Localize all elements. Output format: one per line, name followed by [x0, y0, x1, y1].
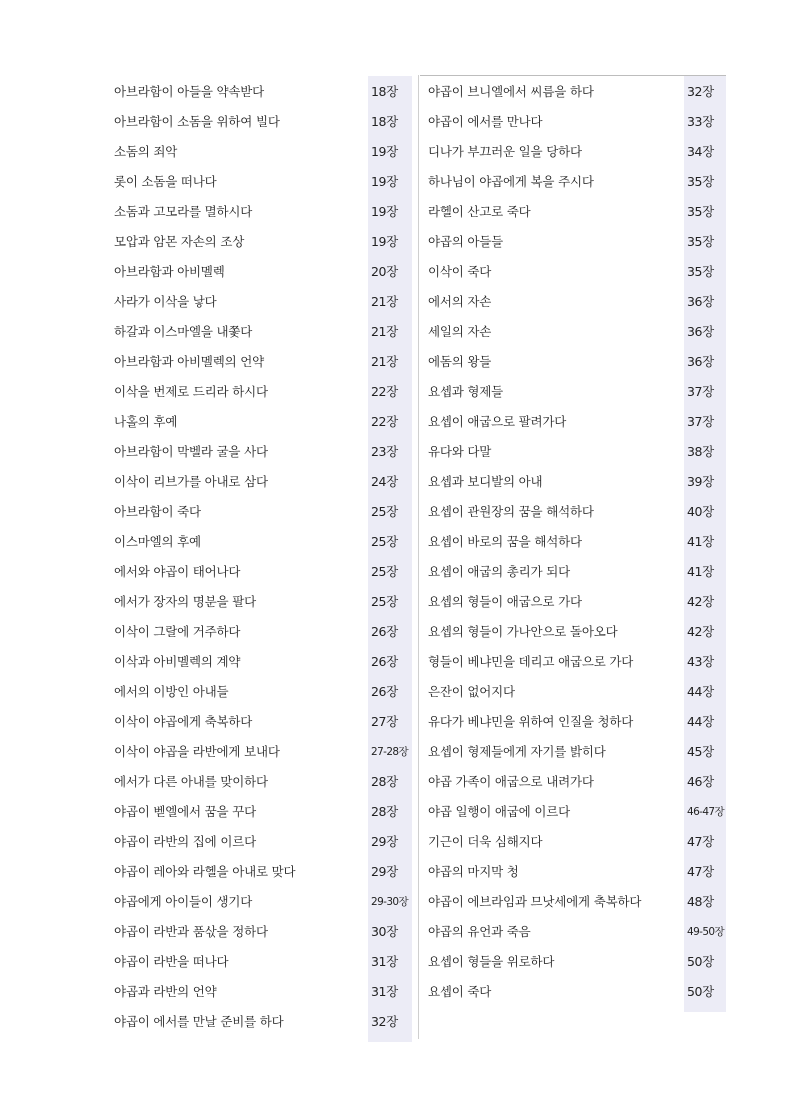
left-toc-row — [114, 316, 412, 346]
right-toc-row — [428, 286, 726, 316]
right-toc-row — [428, 256, 726, 286]
toc-entry-chapter: 20장 — [371, 264, 398, 279]
right-toc-row — [428, 826, 726, 856]
toc-entry-title: 요셉의 형들이 가나안으로 돌아오다 — [428, 624, 618, 639]
toc-entry-chapter: 47장 — [687, 864, 714, 879]
toc-entry-title: 요셉과 형제들 — [428, 384, 504, 399]
toc-entry-chapter: 50장 — [687, 954, 714, 969]
left-toc-row — [114, 286, 412, 316]
toc-entry-chapter: 37장 — [687, 384, 714, 399]
left-toc-row — [114, 736, 412, 766]
right-toc-row — [428, 76, 726, 106]
toc-entry-chapter: 30장 — [371, 924, 398, 939]
toc-entry-title: 이삭을 번제로 드리라 하시다 — [114, 384, 268, 399]
toc-entry-chapter: 42장 — [687, 624, 714, 639]
toc-entry-chapter: 35장 — [687, 174, 714, 189]
toc-entry-title: 에서가 다른 아내를 맞이하다 — [114, 774, 268, 789]
right-toc-row — [428, 946, 726, 976]
toc-entry-title: 아브라함이 아들을 약속받다 — [114, 84, 265, 99]
left-toc-row — [114, 166, 412, 196]
right-toc-row — [428, 226, 726, 256]
toc-entry-title: 사라가 이삭을 낳다 — [114, 294, 217, 309]
toc-entry-chapter: 26장 — [371, 624, 398, 639]
toc-entry-title: 야곱이 라반과 품삯을 정하다 — [114, 924, 268, 939]
left-toc-row — [114, 106, 412, 136]
left-toc-row — [114, 406, 412, 436]
toc-entry-title: 야곱의 유언과 죽음 — [428, 924, 531, 939]
toc-entry-chapter: 18장 — [371, 114, 398, 129]
toc-entry-title: 이삭이 야곱을 라반에게 보내다 — [114, 744, 280, 759]
toc-entry-chapter: 19장 — [371, 144, 398, 159]
toc-entry-title: 요셉이 애굽으로 팔려가다 — [428, 414, 567, 429]
toc-entry-title: 야곱에게 아이들이 생기다 — [114, 894, 253, 909]
right-toc-row — [428, 406, 726, 436]
toc-entry-title: 세일의 자손 — [428, 324, 492, 339]
toc-entry-chapter: 47장 — [687, 834, 714, 849]
left-toc-row — [114, 796, 412, 826]
right-toc-row — [428, 706, 726, 736]
toc-entry-chapter: 25장 — [371, 564, 398, 579]
toc-entry-chapter: 34장 — [687, 144, 714, 159]
toc-entry-title: 요셉이 죽다 — [428, 984, 492, 999]
toc-entry-chapter: 35장 — [687, 234, 714, 249]
toc-entry-title: 야곱이 벧엘에서 꿈을 꾸다 — [114, 804, 256, 819]
left-toc-row — [114, 856, 412, 886]
right-toc-row — [428, 106, 726, 136]
toc-entry-chapter: 50장 — [687, 984, 714, 999]
left-toc-row — [114, 976, 412, 1006]
toc-entry-chapter: 36장 — [687, 354, 714, 369]
right-toc-row — [428, 166, 726, 196]
toc-entry-title: 야곱 가족이 애굽으로 내려가다 — [428, 774, 594, 789]
toc-entry-title: 이삭이 그랄에 거주하다 — [114, 624, 241, 639]
left-toc-row — [114, 76, 412, 106]
toc-entry-title: 아브라함과 아비멜렉의 언약 — [114, 354, 265, 369]
left-toc-row — [114, 136, 412, 166]
toc-entry-chapter: 44장 — [687, 684, 714, 699]
right-toc-row — [428, 976, 726, 1006]
toc-entry-title: 요셉이 바로의 꿈을 해석하다 — [428, 534, 582, 549]
toc-entry-title: 요셉이 관원장의 꿈을 해석하다 — [428, 504, 594, 519]
toc-entry-title: 이삭이 리브가를 아내로 삼다 — [114, 474, 268, 489]
toc-entry-chapter: 21장 — [371, 324, 398, 339]
left-toc-row — [114, 436, 412, 466]
right-toc-row — [428, 616, 726, 646]
toc-entry-title: 나홀의 후예 — [114, 414, 178, 429]
toc-entry-title: 이스마엘의 후예 — [114, 534, 201, 549]
right-toc-row — [428, 586, 726, 616]
toc-entry-title: 소돔과 고모라를 멸하시다 — [114, 204, 253, 219]
toc-entry-title: 요셉의 형들이 애굽으로 가다 — [428, 594, 582, 609]
toc-entry-chapter: 35장 — [687, 204, 714, 219]
right-toc-row — [428, 556, 726, 586]
toc-entry-chapter: 39장 — [687, 474, 714, 489]
toc-entry-title: 아브라함과 아비멜렉 — [114, 264, 225, 279]
toc-entry-title: 야곱이 라반의 집에 이르다 — [114, 834, 256, 849]
toc-entry-chapter: 43장 — [687, 654, 714, 669]
toc-entry-title: 야곱이 에브라임과 므낫세에게 축복하다 — [428, 894, 642, 909]
toc-entry-title: 야곱이 라반을 떠나다 — [114, 954, 229, 969]
toc-entry-chapter: 46장 — [687, 774, 714, 789]
toc-entry-title: 아브라함이 죽다 — [114, 504, 201, 519]
toc-entry-title: 에서의 이방인 아내들 — [114, 684, 229, 699]
toc-entry-chapter: 36장 — [687, 324, 714, 339]
left-toc-row — [114, 646, 412, 676]
toc-entry-title: 요셉이 형들을 위로하다 — [428, 954, 555, 969]
toc-entry-title: 이삭과 아비멜렉의 계약 — [114, 654, 241, 669]
toc-entry-chapter: 44장 — [687, 714, 714, 729]
left-toc-row — [114, 256, 412, 286]
left-toc-row — [114, 556, 412, 586]
toc-entry-chapter: 36장 — [687, 294, 714, 309]
right-toc-row — [428, 136, 726, 166]
toc-entry-chapter: 26장 — [371, 684, 398, 699]
left-toc-row — [114, 766, 412, 796]
toc-entry-chapter: 24장 — [371, 474, 398, 489]
toc-entry-title: 야곱과 라반의 언약 — [114, 984, 217, 999]
right-toc-row — [428, 346, 726, 376]
right-toc-row — [428, 856, 726, 886]
left-toc-row — [114, 346, 412, 376]
left-column — [114, 76, 412, 1036]
toc-entry-chapter: 37장 — [687, 414, 714, 429]
toc-entry-chapter: 31장 — [371, 984, 398, 999]
toc-entry-title: 은잔이 없어지다 — [428, 684, 515, 699]
toc-entry-chapter: 45장 — [687, 744, 714, 759]
toc-entry-title: 유다가 베냐민을 위하여 인질을 청하다 — [428, 714, 634, 729]
toc-entry-title: 야곱 일행이 애굽에 이르다 — [428, 804, 570, 819]
right-toc-row — [428, 466, 726, 496]
left-toc-row — [114, 886, 412, 916]
left-toc-row — [114, 946, 412, 976]
toc-entry-chapter: 28장 — [371, 804, 398, 819]
toc-entry-chapter: 28장 — [371, 774, 398, 789]
toc-entry-chapter: 27장 — [371, 714, 398, 729]
toc-entry-chapter: 23장 — [371, 444, 398, 459]
right-toc-row — [428, 526, 726, 556]
toc-entry-title: 형들이 베냐민을 데리고 애굽으로 가다 — [428, 654, 634, 669]
toc-entry-title: 에서와 야곱이 태어나다 — [114, 564, 241, 579]
toc-entry-title: 요셉이 애굽의 총리가 되다 — [428, 564, 570, 579]
left-toc-row — [114, 676, 412, 706]
toc-entry-title: 야곱의 마지막 청 — [428, 864, 519, 879]
toc-entry-chapter: 22장 — [371, 414, 398, 429]
toc-entry-chapter: 29-30장 — [371, 895, 409, 908]
right-toc-row — [428, 916, 726, 946]
left-toc-row — [114, 1006, 412, 1036]
toc-entry-title: 요셉이 형제들에게 자기를 밝히다 — [428, 744, 606, 759]
toc-entry-chapter: 46-47장 — [687, 805, 725, 818]
toc-entry-title: 기근이 더욱 심해지다 — [428, 834, 543, 849]
toc-entry-chapter: 26장 — [371, 654, 398, 669]
left-toc-row — [114, 466, 412, 496]
right-toc-row — [428, 886, 726, 916]
toc-entry-chapter: 48장 — [687, 894, 714, 909]
left-toc-row — [114, 496, 412, 526]
toc-entry-title: 롯이 소돔을 떠나다 — [114, 174, 217, 189]
toc-entry-chapter: 29장 — [371, 834, 398, 849]
left-toc-row — [114, 226, 412, 256]
toc-entry-title: 디나가 부끄러운 일을 당하다 — [428, 144, 582, 159]
left-toc-row — [114, 196, 412, 226]
left-toc-row — [114, 376, 412, 406]
right-toc-row — [428, 436, 726, 466]
toc-entry-chapter: 25장 — [371, 594, 398, 609]
right-toc-row — [428, 496, 726, 526]
toc-entry-title: 에서가 장자의 명분을 팔다 — [114, 594, 256, 609]
toc-entry-chapter: 27-28장 — [371, 745, 409, 758]
toc-entry-chapter: 22장 — [371, 384, 398, 399]
toc-entry-chapter: 32장 — [371, 1014, 398, 1029]
toc-entry-chapter: 33장 — [687, 114, 714, 129]
toc-entry-chapter: 49-50장 — [687, 925, 725, 938]
toc-entry-chapter: 19장 — [371, 234, 398, 249]
toc-entry-title: 에돔의 왕들 — [428, 354, 492, 369]
left-toc-row — [114, 616, 412, 646]
toc-entry-title: 에서의 자손 — [428, 294, 492, 309]
toc-entry-title: 야곱이 브니엘에서 씨름을 하다 — [428, 84, 594, 99]
toc-entry-chapter: 29장 — [371, 864, 398, 879]
toc-entry-chapter: 18장 — [371, 84, 398, 99]
right-toc-row — [428, 676, 726, 706]
toc-entry-chapter: 35장 — [687, 264, 714, 279]
toc-entry-chapter: 40장 — [687, 504, 714, 519]
toc-entry-chapter: 25장 — [371, 534, 398, 549]
column-divider — [418, 75, 419, 1039]
toc-entry-chapter: 41장 — [687, 564, 714, 579]
toc-entry-title: 이삭이 야곱에게 축복하다 — [114, 714, 253, 729]
left-toc-row — [114, 826, 412, 856]
toc-entry-title: 아브라함이 막벨라 굴을 사다 — [114, 444, 268, 459]
toc-entry-title: 야곱이 레아와 라헬을 아내로 맞다 — [114, 864, 296, 879]
left-toc-row — [114, 706, 412, 736]
left-toc-row — [114, 526, 412, 556]
right-toc-row — [428, 736, 726, 766]
toc-entry-chapter: 19장 — [371, 174, 398, 189]
toc-entry-chapter: 21장 — [371, 294, 398, 309]
toc-entry-title: 하나님이 야곱에게 복을 주시다 — [428, 174, 594, 189]
toc-entry-title: 라헬이 산고로 죽다 — [428, 204, 531, 219]
left-toc-row — [114, 916, 412, 946]
right-toc-row — [428, 316, 726, 346]
toc-entry-title: 소돔의 죄악 — [114, 144, 178, 159]
right-toc-row — [428, 646, 726, 676]
toc-entry-chapter: 19장 — [371, 204, 398, 219]
toc-entry-title: 이삭이 죽다 — [428, 264, 492, 279]
toc-entry-title: 야곱의 아들들 — [428, 234, 504, 249]
left-toc-row — [114, 586, 412, 616]
toc-entry-chapter: 41장 — [687, 534, 714, 549]
right-toc-row — [428, 796, 726, 826]
toc-entry-title: 모압과 암몬 자손의 조상 — [114, 234, 245, 249]
toc-entry-title: 유다와 다말 — [428, 444, 492, 459]
toc-entry-title: 아브라함이 소돔을 위하여 빌다 — [114, 114, 280, 129]
toc-entry-chapter: 38장 — [687, 444, 714, 459]
toc-entry-chapter: 25장 — [371, 504, 398, 519]
right-toc-row — [428, 196, 726, 226]
right-column — [428, 76, 726, 1006]
toc-entry-chapter: 32장 — [687, 84, 714, 99]
toc-entry-title: 야곱이 에서를 만날 준비를 하다 — [114, 1014, 284, 1029]
toc-entry-title: 요셉과 보디발의 아내 — [428, 474, 543, 489]
toc-entry-chapter: 31장 — [371, 954, 398, 969]
toc-entry-title: 하갈과 이스마엘을 내쫓다 — [114, 324, 253, 339]
toc-entry-chapter: 21장 — [371, 354, 398, 369]
toc-entry-chapter: 42장 — [687, 594, 714, 609]
right-toc-row — [428, 376, 726, 406]
toc-entry-title: 야곱이 에서를 만나다 — [428, 114, 543, 129]
right-toc-row — [428, 766, 726, 796]
